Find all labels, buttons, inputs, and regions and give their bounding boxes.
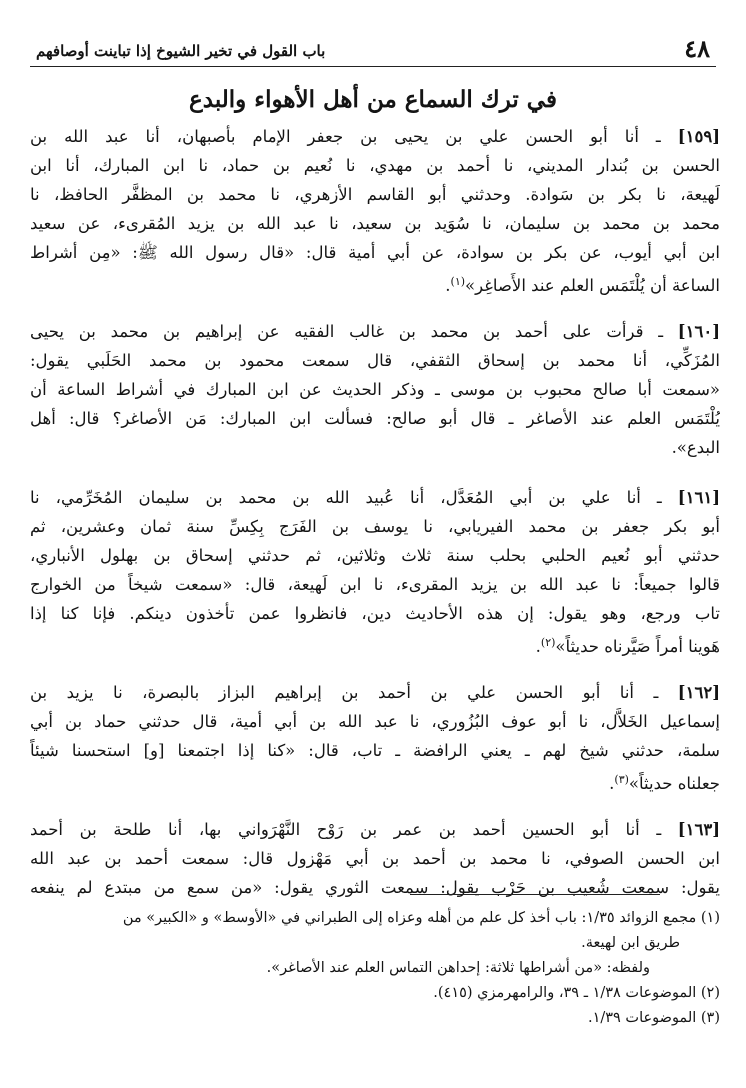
hadith-entry-159 xyxy=(30,122,720,296)
text-line: الحسن بن بُندار المديني، نا أحمد بن مهدي، نا نُعيم بن حماد، نا ابن المبارك، أنا ابن xyxy=(30,156,720,175)
text-line: قالوا جميعاً: نا عبد الله بن يزيد المقرىء، نا ابن لَهيعة، قال: «سمعت شيخاً من الخوارج xyxy=(30,575,720,594)
text-line: لَهيعة، نا بكر بن سَوادة. وحدثني أبو القاسم الأزهري، نا محمد بن المظفَّر الحافظ، نا xyxy=(30,185,720,204)
text-line: المُزَكِّي، أنا محمد بن إسحاق الثقفي، قال سمعت محمود بن محمد الحَلَبي يقول: xyxy=(30,351,720,370)
footnote-1: (١) مجمع الزوائد ١/٣٥: باب أخذ كل علم من أهله وعزاه إلى الطبراني في «الأوسط» و «الكبير» من xyxy=(122,910,720,926)
entry-number: [١٦٣] xyxy=(677,820,720,839)
main-text xyxy=(30,122,720,923)
text-line: تاب ورجع، وهو يقول: إن هذه الأحاديث دين، فانظروا عمن تأخذون دينكم. فإنا كنا إذا xyxy=(30,604,720,623)
text-line: هَوينا أمراً صَيَّرناه حديثاً»$^{(٢)}$. xyxy=(535,636,720,656)
running-title: باب القول في تخير الشيوخ إذا تباينت أوصافهم xyxy=(36,42,326,60)
text-line: ابن الحسن الصوفي، نا محمد بن أحمد بن أبي مَهْزول قال: سمعت أحمد بن عبد الله xyxy=(30,849,720,868)
text-line: حدثني أبو نُعيم الحلبي بحلب سنة ثلاث وثلاثين، ثم حدثني إسحاق بن بهلول الأنباري، xyxy=(30,546,720,565)
text-line: الساعة أن يُلْتَمَس العلم عند الأَصاغِر»$^{(١)}$. xyxy=(445,275,720,295)
text-line: البدع». xyxy=(671,438,720,457)
text-line: [١٦٢] ـ أنا أبو الحسن علي بن أحمد بن إبراهيم البزاز بالبصرة، نا يزيد بن xyxy=(30,683,720,702)
footnote-1-continued: طريق ابن لهيعة. xyxy=(581,935,680,951)
hadith-entry-162 xyxy=(30,678,720,794)
text-line: سلمة، حدثني شيخ لهم ـ يعني الرافضة ـ تاب، قال: «كنا إذا اجتمعنا [و] استحسنا شيئاً xyxy=(30,741,720,760)
entry-number: [١٥٩] xyxy=(677,127,720,146)
text-line: إسماعيل الخَلاَّل، نا أبو عوف البُزُوري، نا عبد الله بن أبي أمية، قال حدثني حماد بن أبي xyxy=(30,712,720,731)
hadith-entry-160 xyxy=(30,317,720,462)
footnote-marker: (٣) xyxy=(614,773,629,786)
footnote-2: (٢) الموضوعات ١/٣٨ ـ ٣٩، والرامهرمزي (٤١٥). xyxy=(433,985,720,1001)
text-line: [١٦١] ـ أنا علي بن أبي المُعَدَّل، أنا عُبيد الله بن محمد بن سليمان المُخَرِّمي، نا xyxy=(30,488,720,507)
text-line: [١٦٣] ـ أنا أبو الحسين أحمد بن عمر بن رَوْح النَّهْرَواني بها، أنا طلحة بن أحمد xyxy=(30,820,720,839)
text-line: أبو بكر جعفر بن محمد الفيريابي، نا يوسف بن الفَرَج بِكِسِّ سنة ثمان وعشرين، ثم xyxy=(30,517,720,536)
text-line: محمد بن محمد بن سليمان، نا سُوَيد بن سعيد، نا عبد الله بن يزيد المُقرىء، عن سعيد xyxy=(30,214,720,233)
text-line: يقول: سمعت شُعيب بن حَرْب يقول: سمعت الثوري يقول: «من سمع من مبتدع لم ينفعه xyxy=(30,878,720,897)
text-line: ابن أبي أيوب، عن بكر بن سوادة، عن أبي أمية قال: «قال رسول الله ﷺ: «مِن أشراط xyxy=(30,243,720,262)
footnote-divider xyxy=(410,894,660,895)
chapter-title: في ترك السماع من أهل الأهواء والبدع xyxy=(189,86,557,113)
footnote-1-wording: ولفظه: «من أشراطها ثلاثة: إحداهن التماس العلم عند الأصاغر». xyxy=(266,960,650,976)
hadith-entry-163 xyxy=(30,815,720,902)
footnote-marker: (٢) xyxy=(540,636,556,649)
running-header xyxy=(30,34,716,67)
text-line: [١٦٠] ـ قرأت على أحمد بن محمد بن غالب الفقيه عن إبراهيم بن محمد بن يحيى xyxy=(30,322,720,341)
text-line: يُلْتَمَس العلم عند الأصاغر ـ قال أبو صالح: فسألت ابن المبارك: مَن الأصاغر؟ قال: أهل xyxy=(30,409,720,428)
text-line: جعلناه حديثاً»$^{(٣)}$. xyxy=(609,773,720,793)
footnotes xyxy=(30,906,720,1031)
hadith-entry-161 xyxy=(30,483,720,657)
footnote-marker: (١) xyxy=(450,275,466,288)
entry-number: [١٦٢] xyxy=(677,683,720,702)
page-number: ٤٨ xyxy=(684,34,710,63)
text-line: [١٥٩] ـ أنا أبو الحسن علي بن يحيى بن جعفر الإمام بأصبهان، أنا عبد الله بن xyxy=(30,127,720,146)
entry-number: [١٦١] xyxy=(677,488,720,507)
footnote-3: (٣) الموضوعات ١/٣٩. xyxy=(587,1010,720,1026)
entry-number: [١٦٠] xyxy=(677,322,720,341)
text-line: «سمعت أبا صالح محبوب بن موسى ـ وذكر الحديث عن ابن المبارك في أشراط الساعة أن xyxy=(30,380,720,399)
